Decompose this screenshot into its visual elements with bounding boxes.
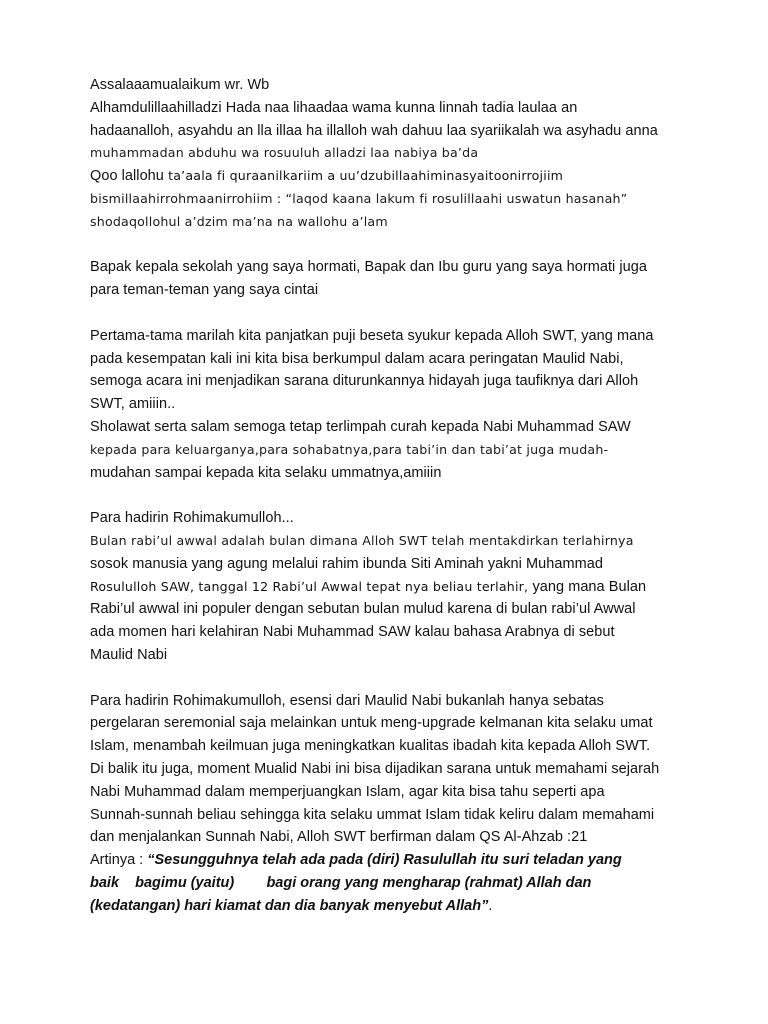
text-line: Bapak kepala sekolah yang saya hormati, Bapak dan Ibu guru yang saya hormati juga [90, 259, 648, 276]
text-line: Alhamdulillaahilladzi Hada naa lihaadaa wama kunna linnah tadia laulaa an [90, 99, 578, 116]
text-line: Assalaaamualaikum wr. Wb [90, 77, 270, 93]
text-line: ada momen hari kelahiran Nabi Muhammad SAW kalau bahasa Arabnya di sebut [90, 624, 615, 641]
quote-text: “Sesungguhnya telah ada pada (diri) Rasulullah itu suri teladan yang [147, 852, 622, 869]
text-line: Di balik itu juga, moment Mualid Nabi ini bisa dijadikan sarana untuk memahami sejarah [90, 760, 660, 777]
text-line: Sunnah-sunnah beliau sehingga kita selaku ummat Islam tidak keliru dalam memahami [90, 806, 655, 823]
quote-text: (kedatangan) hari kiamat dan dia banyak menyebut Allah” [90, 897, 489, 914]
text-line [90, 165, 730, 188]
text-line [90, 576, 730, 599]
text-line: Bulan rabi’ul awwal adalah bulan dimana Alloh SWT telah mentakdirkan terlahirnya [90, 532, 634, 548]
paragraph-gap [90, 302, 730, 325]
text-line: SWT, amiiin.. [90, 396, 176, 413]
text-line: sosok manusia yang agung melalui rahim ibunda Siti Aminah yakni Muhammad [90, 555, 603, 572]
quote-end: . [488, 897, 493, 914]
text-segment: yang mana Bulan [532, 578, 647, 595]
quote-line [90, 895, 730, 918]
text-segment: ta’aala fi quraanilkariim a uu’dzubillaahiminasyaitoonirrojiim [163, 168, 564, 184]
text-line: Islam, menambah keilmuan juga meningkatkan kualitas ibadah kita kepada Alloh SWT. [90, 738, 651, 755]
text-line: mudahan sampai kepada kita selaku ummatnya,amiiin [90, 464, 442, 481]
paragraph-gap [90, 234, 730, 257]
text-line: Para hadirin Rohimakumulloh... [90, 510, 294, 527]
artinya-label: Artinya : [90, 852, 148, 869]
text-line: shodaqollohul a’dzim ma’na na wallohu a’lam [90, 213, 388, 229]
quote-line: baik bagimu (yaitu) bagi orang yang mengharap (rahmat) Allah dan [90, 874, 592, 891]
text-line: Nabi Muhammad dalam memperjuangkan Islam, agar kita bisa tahu seperti apa [90, 783, 605, 800]
text-line: Rabi’ul awwal ini populer dengan sebutan bulan mulud karena di bulan rabi’ul Awwal [90, 601, 636, 618]
text-line: Pertama-tama marilah kita panjatkan puji beseta syukur kepada Alloh SWT, yang mana [90, 327, 654, 344]
text-line: bismillaahirrohmaanirrohiim : “laqod kaana lakum fi rosulillaahi uswatun hasanah” [90, 190, 628, 206]
text-line: kepada para keluarganya,para sohabatnya,para tabi’in dan tabi’at juga mudah- [90, 441, 609, 457]
text-line: pergelaran seremonial saja melainkan untuk meng-upgrade kelmanan kita selaku umat [90, 715, 653, 732]
text-line: muhammadan abduhu wa rosuuluh alladzi laa nabiya ba’da [90, 145, 479, 161]
text-segment: Rosululloh SAW, tanggal 12 Rabi’ul Awwal tepat nya beliau terlahir, [90, 578, 533, 594]
document-page [90, 74, 730, 917]
text-line: Para hadirin Rohimakumulloh, esensi dari Maulid Nabi bukanlah hanya sebatas [90, 692, 604, 709]
text-line: pada kesempatan kali ini kita bisa berkumpul dalam acara peringatan Maulid Nabi, [90, 350, 624, 367]
paragraph-gap [90, 484, 730, 507]
quote-line [90, 849, 730, 872]
text-line: Maulid Nabi [90, 646, 168, 663]
text-line: Sholawat serta salam semoga tetap terlimpah curah kepada Nabi Muhammad SAW [90, 418, 631, 435]
text-line: hadaanalloh, asyahdu an lla illaa ha illalloh wah dahuu laa syariikalah wa asyhadu anna [90, 122, 658, 139]
text-line: para teman-teman yang saya cintai [90, 282, 319, 299]
text-line: dan menjalankan Sunnah Nabi, Alloh SWT berfirman dalam QS Al-Ahzab :21 [90, 829, 588, 846]
text-segment: Qoo lallohu [90, 168, 164, 185]
text-line: semoga acara ini menjadikan sarana diturunkannya hidayah juga taufiknya dari Alloh [90, 373, 639, 390]
paragraph-gap [90, 667, 730, 690]
